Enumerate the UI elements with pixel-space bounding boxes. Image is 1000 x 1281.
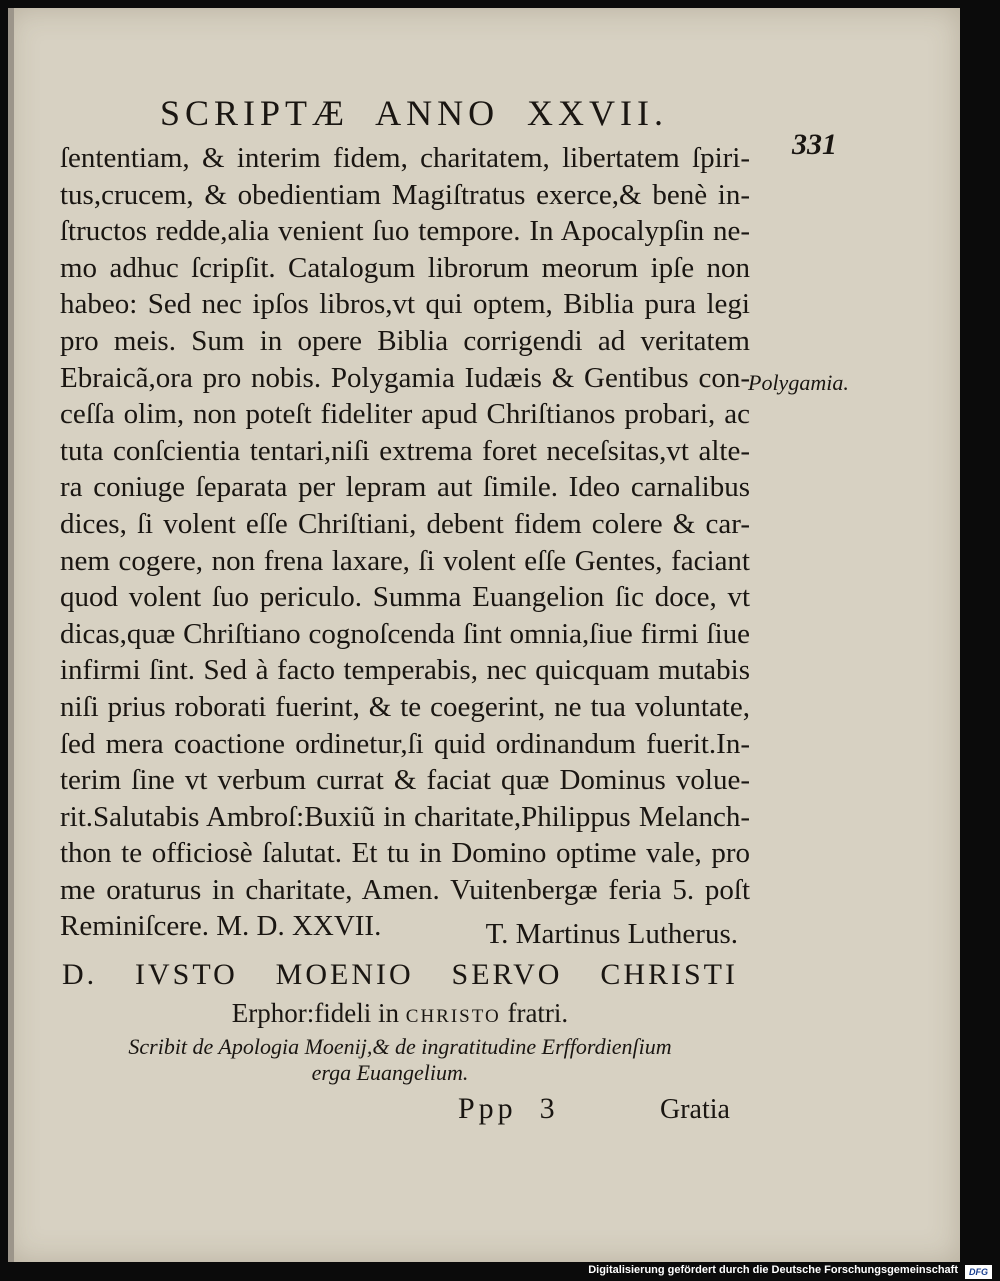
body-line: ceſſa olim, non poteſt fideliter apud Chriſtianos probari, ac (60, 398, 750, 431)
body-line: mo adhuc ſcripſit. Catalogum librorum meorum ipſe non (60, 251, 750, 284)
letter-address-subline (0, 998, 800, 1029)
catchword: Gratia (660, 1094, 730, 1125)
body-line: rit.Salutabis Ambroſ:Buxiũ in charitate,Philippus Melanch- (60, 800, 750, 833)
printer-signature-mark: Ppp 3 (458, 1092, 559, 1125)
body-line: ſed mera coactione ordinetur,ſi quid ordinandum fuerit.In- (60, 727, 750, 760)
letter-signature: T. Martinus Lutherus. (485, 918, 738, 950)
body-line: tus,crucem, & obedientiam Magiſtratus exerce,& benè in- (60, 178, 750, 211)
marginal-note: Polygamia. (748, 370, 849, 395)
address-sub-after: fratri. (507, 998, 569, 1028)
body-line: terim ſine vt verbum currat & faciat quæ Dominus volue- (60, 764, 750, 797)
letter-summary-line-1: Scribit de Apologia Moenij,& de ingratitudine Erffordienſium (128, 1034, 672, 1059)
address-sub-before: Erphor:fideli in (231, 998, 400, 1028)
folio-number: 331 (792, 128, 837, 161)
body-line: thon te officiosè ſalutat. Et tu in Domino optime vale, pro (60, 837, 750, 870)
letter-address-heading: D. IVSTO MOENIO SERVO CHRISTI (62, 958, 738, 991)
body-line: ſententiam, & interim fidem, charitatem, libertatem ſpiri- (60, 142, 750, 174)
body-line: me oraturus in charitate, Amen. Vuitenbergæ feria 5. poſt (60, 873, 750, 906)
body-line: Reminiſcere. M. D. XXVII. (60, 910, 382, 943)
body-line: niſi prius roborati fuerint, & te coegerint, ne tua voluntate, (60, 690, 750, 723)
footer-credit: Digitalisierung gefördert durch die Deutsche Forschungsgemeinschaft (588, 1264, 958, 1276)
dfg-logo-icon: DFG (965, 1265, 992, 1279)
running-head: SCRIPTÆ ANNO XXVII. (160, 93, 669, 133)
body-line: quod volent ſuo periculo. Summa Euangelion ſic doce, vt (60, 581, 750, 614)
body-line: nem cogere, non frena laxare, ſi volent eſſe Gentes, faciant (60, 544, 750, 577)
body-line: dicas,quæ Chriſtiano cognoſcenda ſint omnia,ſiue firmi ſiue (60, 617, 750, 650)
body-line: tuta conſcientia tentari,niſi extrema foret neceſsitas,vt alte- (60, 434, 750, 467)
body-line: dices, ſi volent eſſe Chriſtiani, debent fidem colere & car- (60, 507, 750, 540)
address-sub-christo: CHRISTO (405, 1006, 501, 1027)
body-text (60, 140, 750, 945)
body-line: Ebraicã,ora pro nobis. Polygamia Iudæis & Gentibus con- (60, 361, 750, 394)
body-line: ſtructos redde,alia venient ſuo tempore. In Apocalypſin ne- (60, 215, 750, 248)
body-line: infirmi ſint. Sed à facto temperabis, nec quicquam mutabis (60, 654, 750, 687)
letter-summary-line-2: erga Euangelium. (311, 1060, 469, 1085)
body-line: pro meis. Sum in opere Biblia corrigendi ad veritatem (60, 324, 750, 357)
body-line: ra coniuge ſeparata per lepram aut ſimile. Ideo carnalibus (60, 471, 750, 504)
body-line: habeo: Sed nec ipſos libros,vt qui optem, Biblia pura legi (60, 288, 750, 321)
